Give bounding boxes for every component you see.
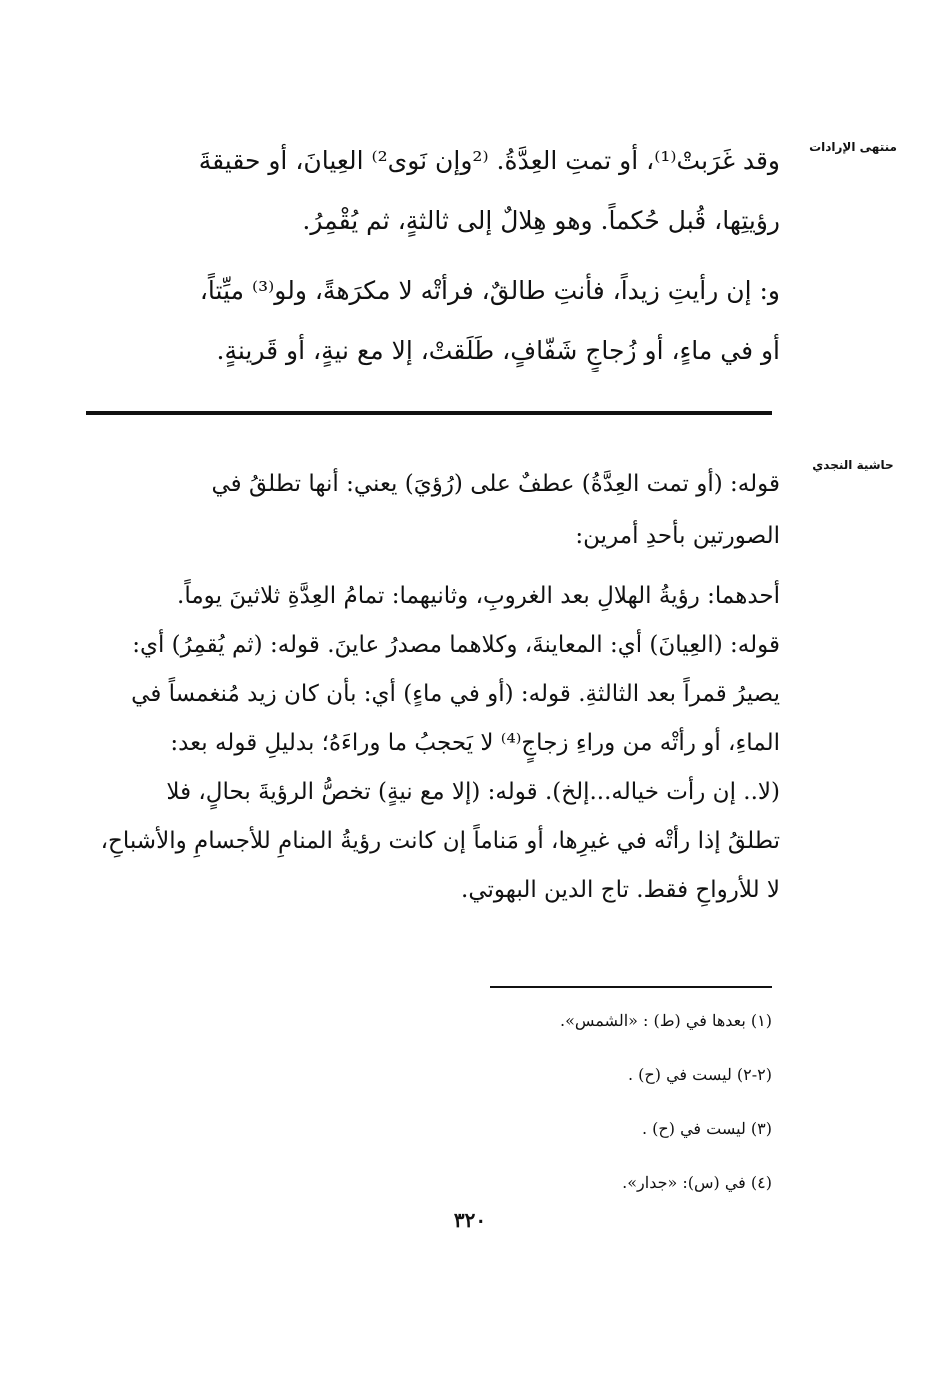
hashiya-line: الصورتين بأحدِ أمرين: (575, 523, 780, 549)
hashiya-line: أحدهما: رؤيةُ الهلالِ بعد الغروبِ، وثانيهما: تمامُ العِدَّةِ ثلاثينَ يوماً. (177, 583, 780, 609)
section-divider (86, 411, 772, 415)
matn-line: أو في ماءٍ، أو زُجاجٍ شَفّافٍ، طَلَقتْ، إلا مع نيةٍ، أو قَرينةٍ. (216, 336, 780, 365)
matn-line: رؤيتِها، قُبل حُكماً. وهو هِلالٌ إلى ثالثةٍ، ثم يُقْمِرُ. (302, 206, 780, 235)
matn-line: وقد غَرَبتْ⁽¹⁾، أو تمتِ العِدَّةُ. ⁽²وإن نَوى²⁾ العِيانَ، أو حقيقةَ (198, 146, 780, 175)
hashiya-line: لا للأرواحِ فقط. تاج الدين البهوتي. (461, 877, 780, 903)
hashiya-text (80, 464, 780, 910)
footnotes (420, 1008, 772, 1224)
page-number: ٣٢٠ (453, 1208, 487, 1232)
footnote-rule (490, 986, 772, 988)
matn-line: و: إن رأيتِ زيداً، فأنتِ طالقٌ، فرأتْه لا مكرَهةً، ولو⁽³⁾ ميِّتاً، (199, 276, 780, 305)
footnote-item: (٤) في (س): «جدار». (622, 1173, 772, 1192)
footnote-item: (٣) ليست في (ح) . (642, 1119, 772, 1138)
hashiya-line: يصيرُ قمراً بعد الثالثةِ. قوله: (أو في ماءٍ) أي: بأن كان زيد مُنغمساً في (131, 681, 780, 707)
hashiya-line: (لا.. إن رأت خياله...إلخ). قوله: (إلا مع نيةٍ) تخصُّ الرؤيةَ بحالٍ، فلا (166, 779, 780, 805)
hashiya-line: قوله: (أو تمت العِدَّةُ) عطفٌ على (رُؤيَ) يعني: أنها تطلقُ في (211, 471, 780, 497)
hashiya-line: قوله: (العِيانَ) أي: المعاينةَ، وكلاهما مصدرُ عاينَ. قوله: (ثم يُقمِرُ) أي: (132, 632, 780, 658)
footnote-item: (٢-٢) ليست في (ح) . (628, 1065, 772, 1084)
matn-section-label: منتهى الإرادات (809, 140, 897, 154)
hashiya-line: تطلقُ إذا رأتْه في غيرِها، أو مَناماً إن كانت رؤيةُ المنامِ للأجسامِ والأشباحِ، (100, 828, 780, 854)
matn-text (80, 140, 780, 372)
hashiya-line: الماءِ، أو رأتْه من وراءِ زجاجٍ⁽⁴⁾ لا يَحجبُ ما وراءَهُ؛ بدليلِ قوله بعد: (170, 730, 780, 756)
hashiya-section-label: حاشية النجدي (812, 458, 894, 472)
footnote-item: (١) بعدها في (ط) : «الشمس». (560, 1011, 772, 1030)
